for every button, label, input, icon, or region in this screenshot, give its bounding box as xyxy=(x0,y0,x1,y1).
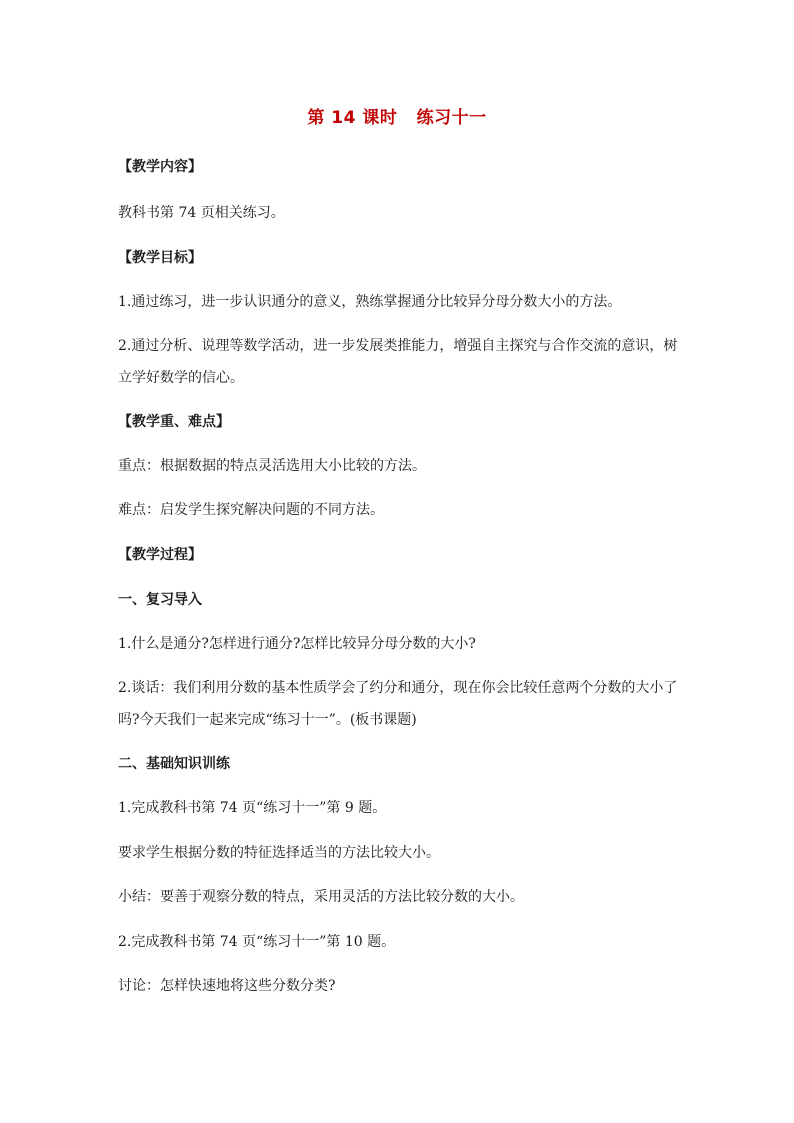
page-title: 第 14 课时 练习十一 xyxy=(307,108,487,128)
paragraph-key-point: 重点：根据数据的特点灵活选用大小比较的方法。 xyxy=(118,458,426,474)
paragraph-difficult-point: 难点：启发学生探究解决问题的不同方法。 xyxy=(118,502,384,518)
subsection-heading-review: 一、复习导入 xyxy=(118,592,202,608)
paragraph-summary: 小结：要善于观察分数的特点，采用灵活的方法比较分数的大小。 xyxy=(118,889,524,905)
paragraph-requirement: 要求学生根据分数的特征选择适当的方法比较大小。 xyxy=(118,845,440,861)
paragraph-exercise-9: 1.完成教科书第 74 页“练习十一”第 9 题。 xyxy=(118,800,387,816)
paragraph-review-2-line-1: 2.谈话：我们利用分数的基本性质学会了约分和通分，现在你会比较任意两个分数的大小了 xyxy=(118,680,678,696)
paragraph-exercise-10: 2.完成教科书第 74 页“练习十一”第 10 题。 xyxy=(118,934,396,950)
section-heading-objectives: 【教学目标】 xyxy=(118,250,202,266)
paragraph-content: 教科书第 74 页相关练习。 xyxy=(118,205,285,221)
subsection-heading-basic-training: 二、基础知识训练 xyxy=(118,756,230,772)
paragraph-objective-2-line-1: 2.通过分析、说理等数学活动，进一步发展类推能力，增强自主探究与合作交流的意识，树 xyxy=(118,338,678,354)
section-heading-key-points: 【教学重、难点】 xyxy=(118,414,230,430)
paragraph-objective-1: 1.通过练习，进一步认识通分的意义，熟练掌握通分比较异分母分数大小的方法。 xyxy=(118,294,622,310)
paragraph-discussion: 讨论：怎样快速地将这些分数分类? xyxy=(118,978,336,994)
section-heading-process: 【教学过程】 xyxy=(118,547,202,563)
paragraph-review-2-line-2: 吗?今天我们一起来完成“练习十一”。(板书课题) xyxy=(118,712,417,728)
paragraph-objective-2-line-2: 立学好数学的信心。 xyxy=(118,370,244,386)
section-heading-content: 【教学内容】 xyxy=(118,159,202,175)
paragraph-review-1: 1.什么是通分?怎样进行通分?怎样比较异分母分数的大小? xyxy=(118,636,476,652)
